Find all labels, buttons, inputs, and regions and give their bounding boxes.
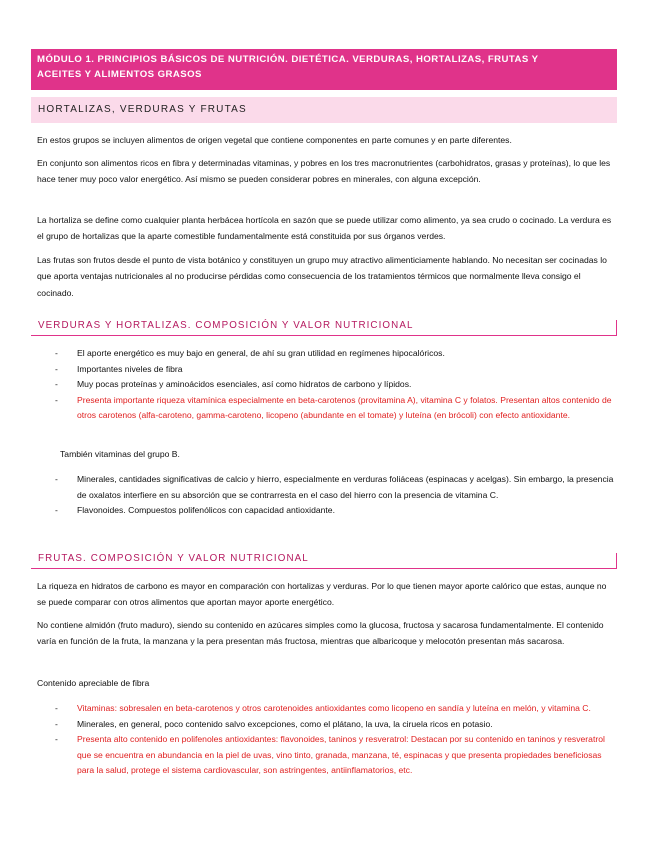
intro-paragraph-4: Las frutas son frutos desde el punto de vista botánico y constituyen un grupo muy atractivo alimenticiamente hablando. No necesitan ser cocinadas lo que aporta ventajas nutricionales al no producirse pérdidas como consecuencia de los tratamientos térmicos que normalmente lleva consigo el cocinado. (37, 255, 607, 298)
frutas-paragraph-2: No contiene almidón (fruto maduro), siendo su contenido en azúcares simples como la glucosa, fructosa y sacarosa fundamentalmente. El contenido varía en función de la fruta, la manzana y la pera presentan más fructosa, mientras que albaricoque y melocotón presentan más sacarosa. (37, 620, 604, 647)
minerales-list (52, 472, 615, 519)
frutas-list (52, 701, 615, 779)
list-item: - Muy pocas proteínas y aminoácidos esenciales, así como hidratos de carbono y lípidos. (52, 377, 615, 393)
list-item: - Minerales, en general, poco contenido salvo excepciones, como el plátano, la uva, la ciruela ricos en potasio. (52, 717, 615, 733)
verduras-list (52, 346, 615, 424)
fibra-label: Contenido apreciable de fibra (37, 678, 150, 688)
list-item: - El aporte energético es muy bajo en general, de ahí su gran utilidad en regímenes hipocalóricos. (52, 346, 615, 362)
vitaminas-b-label: También vitaminas del grupo B. (60, 449, 180, 459)
section-title: HORTALIZAS, VERDURAS Y FRUTAS (31, 97, 617, 123)
intro-paragraph-1: En estos grupos se incluyen alimentos de origen vegetal que contiene componentes en parte comunes y en parte diferentes. (37, 135, 512, 145)
frutas-paragraph-1: La riqueza en hidratos de carbono es mayor en comparación con hortalizas y verduras. Por lo que tienen mayor aporte calórico que estas, aunque no se puede comparar con otros alimentos que aportan mayor aporte energético. (37, 581, 607, 608)
intro-paragraph-3: La hortaliza se define como cualquier planta herbácea hortícola en sazón que se puede utilizar como alimento, ya sea crudo o cocinado. La verdura es el grupo de hortalizas que la aparte comestible fundamentalmente está constituida por sus órganos verdes. (37, 215, 612, 242)
list-item: - Importantes niveles de fibra (52, 362, 615, 378)
list-item: - Presenta importante riqueza vitamínica especialmente en beta-carotenos (provitamina A), vitamina C y folatos. Presentan altos contenido de otros carotenos (alfa-caroteno, gamma-caroteno, licopeno (abundante en el tomate) y luteína (en brócoli) con efecto antioxidante. (52, 393, 615, 424)
module-title-line-1: MÓDULO 1. PRINCIPIOS BÁSICOS DE NUTRICIÓN. DIETÉTICA. VERDURAS, HORTALIZAS, FRUTAS Y (37, 54, 539, 65)
list-item: - Minerales, cantidades significativas de calcio y hierro, especialmente en verduras foliáceas (espinacas y acelgas). Sin embargo, la presencia de oxalatos interfiere en su absorción que se contrarresta en el caso del hierro con la presencia de vitamina C. (52, 472, 615, 503)
list-item: - Flavonoides. Compuestos polifenólicos con capacidad antioxidante. (52, 503, 615, 519)
module-title-line-2: ACEITES Y ALIMENTOS GRASOS (37, 68, 202, 80)
module-title-banner (31, 49, 617, 90)
intro-paragraph-2: En conjunto son alimentos ricos en fibra y determinadas vitaminas, y pobres en los tres macronutrientes (carbohidratos, grasas y proteínas), lo que les hace tener muy poco valor energético. Así mismo se pueden considerar pobres en minerales, con alguna excepción. (37, 158, 611, 185)
verduras-heading: VERDURAS Y HORTALIZAS. COMPOSICIÓN Y VALOR NUTRICIONAL (31, 318, 617, 336)
list-item: - Vitaminas: sobresalen en beta-carotenos y otros carotenoides antioxidantes como licopeno en sandía y luteína en melón, y vitamina C. (52, 701, 615, 717)
frutas-heading: FRUTAS. COMPOSICIÓN Y VALOR NUTRICIONAL (31, 551, 617, 569)
list-item: - Presenta alto contenido en polifenoles antioxidantes: flavonoides, taninos y resveratrol: Destacan por su contenido en taninos y resveratrol que se encuentra en abundancia en la piel de uvas, vino tinto, granada, manzana, té, espinacas y que presenta propiedades beneficiosas para la salud, protege el sistema cardiovascular, son astringentes, antiinflamatorios, etc. (52, 732, 615, 779)
